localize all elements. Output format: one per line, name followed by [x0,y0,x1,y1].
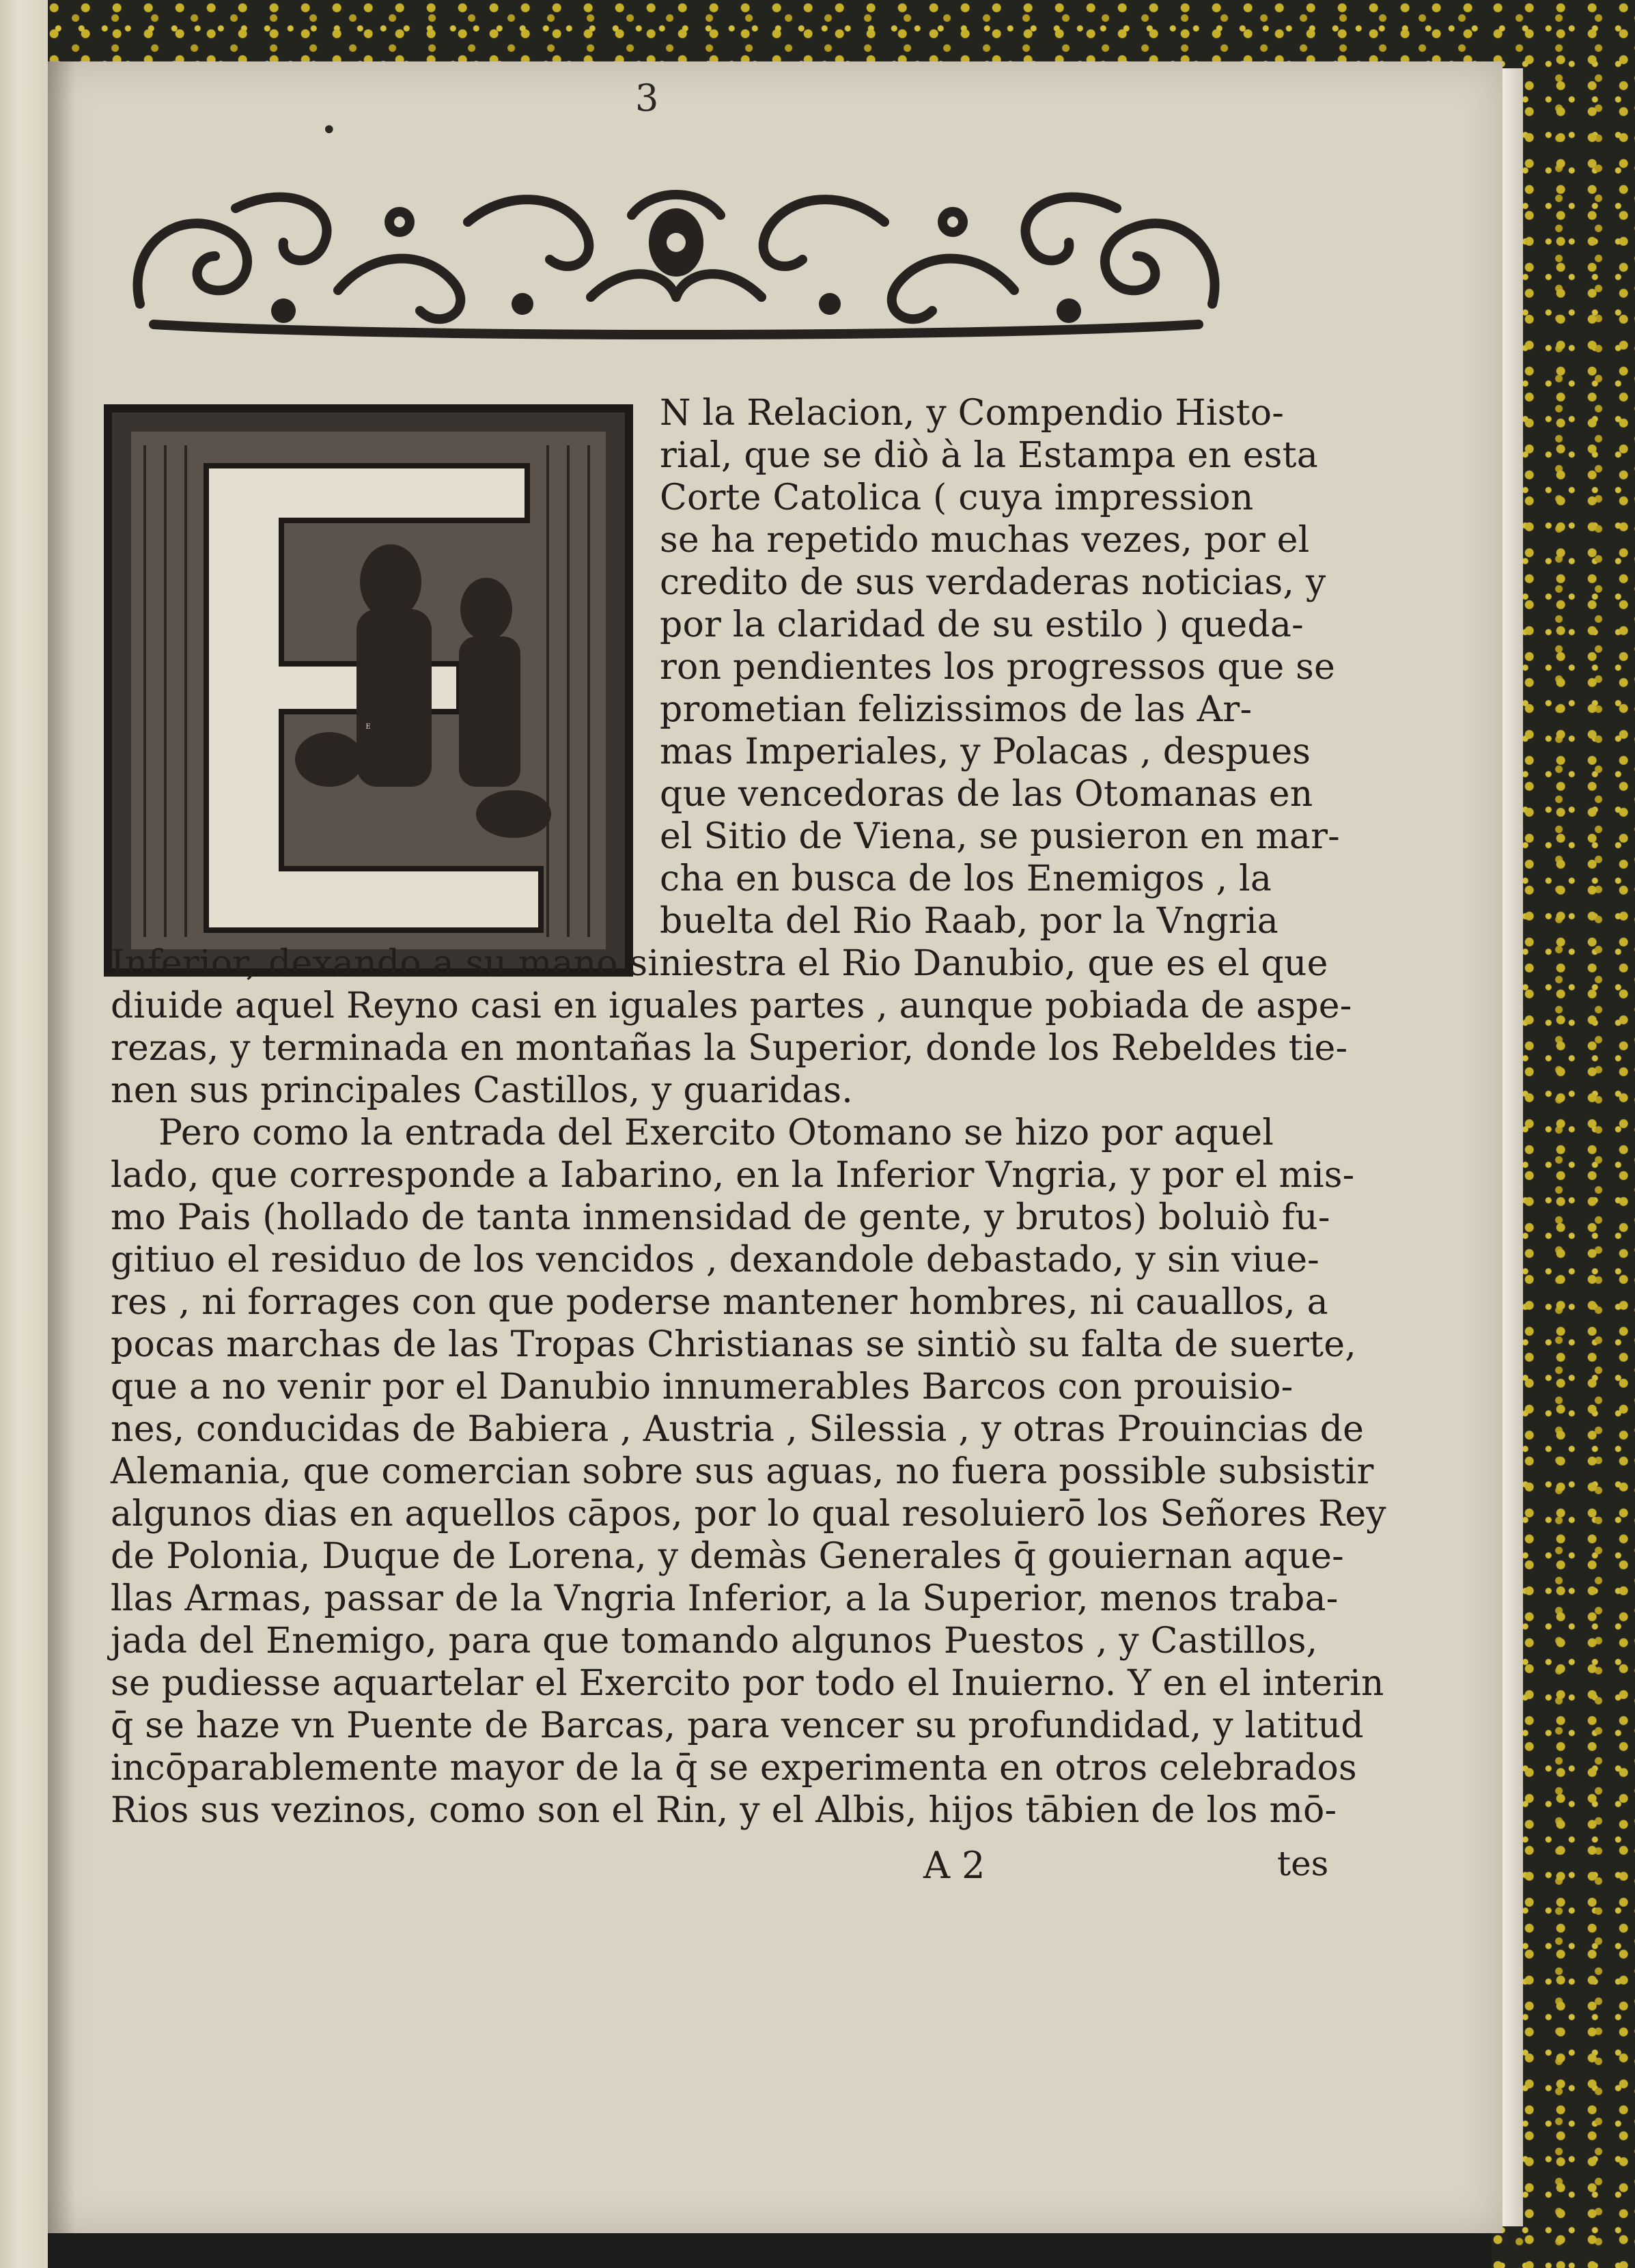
text-line: que vencedoras de las Otomanas en [660,774,1313,815]
text-line: nen sus principales Castillos, y guaridas. [111,1070,853,1111]
text-line: llas Armas, passar de la Vngria Inferior, a la Superior, menos traba- [111,1578,1339,1619]
page-fore-edge [1503,68,1523,2226]
text-line: rial, que se diò à la Estampa en esta [660,435,1318,476]
text-line: rezas, y terminada en montañas la Superior, donde los Rebeldes tie- [111,1028,1348,1069]
woodcut-initial-letter [104,404,633,977]
woodcut-headpiece-ornament [113,167,1240,345]
text-line: mo Pais (hollado de tanta inmensidad de gente, y brutos) boluiò fu- [111,1197,1330,1238]
text-line: N la Relacion, y Compendio Histo- [660,393,1285,434]
text-line: pocas marchas de las Tropas Christianas se sintiò su falta de suerte, [111,1324,1356,1365]
text-line: Inferior, dexando a su mano siniestra el Rio Danubio, que es el que [111,943,1328,984]
text-line: q̄ se haze vn Puente de Barcas, para vencer su profundidad, y latitud [111,1705,1364,1746]
text-line: nes, conducidas de Babiera , Austria , Silessia , y otras Prouincias de [111,1409,1365,1450]
text-line: gitiuo el residuo de los vencidos , dexandole debastado, y sin viue- [111,1240,1319,1280]
text-line: mas Imperiales, y Polacas , despues [660,731,1311,772]
catchword: tes [1277,1844,1329,1884]
text-line: por la claridad de su estilo ) queda- [660,604,1304,645]
text-line: buelta del Rio Raab, por la Vngria [660,901,1278,942]
text-line: cha en busca de los Enemigos , la [660,858,1272,899]
left-binding-edge [0,0,48,2268]
text-line: se ha repetido muchas vezes, por el [660,520,1310,561]
text-line: incōparablemente mayor de la q̄ se experimenta en otros celebrados [111,1748,1357,1789]
text-line: jada del Enemigo, para que tomando algunos Puestos , y Castillos, [111,1621,1318,1662]
text-line: que a no venir por el Danubio innumerables Barcos con prouisio- [111,1367,1294,1408]
text-line: Corte Catolica ( cuya impression [660,477,1254,518]
text-line: lado, que corresponde a Iabarino, en la Inferior Vngria, y por el mis- [111,1155,1355,1196]
top-dot-mark: • [321,115,337,146]
page-signature-mark: 3 [635,76,659,120]
text-line: de Polonia, Duque de Lorena, y demàs Generales q̄ gouiernan aque- [111,1536,1344,1577]
text-line: se pudiesse aquartelar el Exercito por todo el Inuierno. Y en el interin [111,1663,1384,1704]
text-line: Pero como la entrada del Exercito Otomano se hizo por aquel [158,1112,1274,1153]
page-gutter-shadow [48,61,75,2233]
text-line: Rios sus vezinos, como son el Rin, y el Albis, hijos tābien de los mō- [111,1790,1337,1831]
initial-letter-text: E [365,723,371,731]
text-line: prometian felizissimos de las Ar- [660,689,1253,730]
text-line: credito de sus verdaderas noticias, y [660,562,1326,603]
text-line: diuide aquel Reyno casi en iguales partes , aunque pobiada de aspe- [111,985,1352,1026]
text-line: ron pendientes los progressos que se [660,647,1335,688]
text-line: algunos dias en aquellos cāpos, por lo qual resoluierō los Señores Rey [111,1494,1386,1535]
text-line: res , ni forrages con que poderse mantener hombres, ni cauallos, a [111,1282,1328,1323]
signature-mark-foot: A 2 [923,1844,986,1887]
text-line: el Sitio de Viena, se pusieron en mar- [660,816,1340,857]
text-line: Alemania, que comercian sobre sus aguas, no fuera possible subsistir [111,1451,1374,1492]
